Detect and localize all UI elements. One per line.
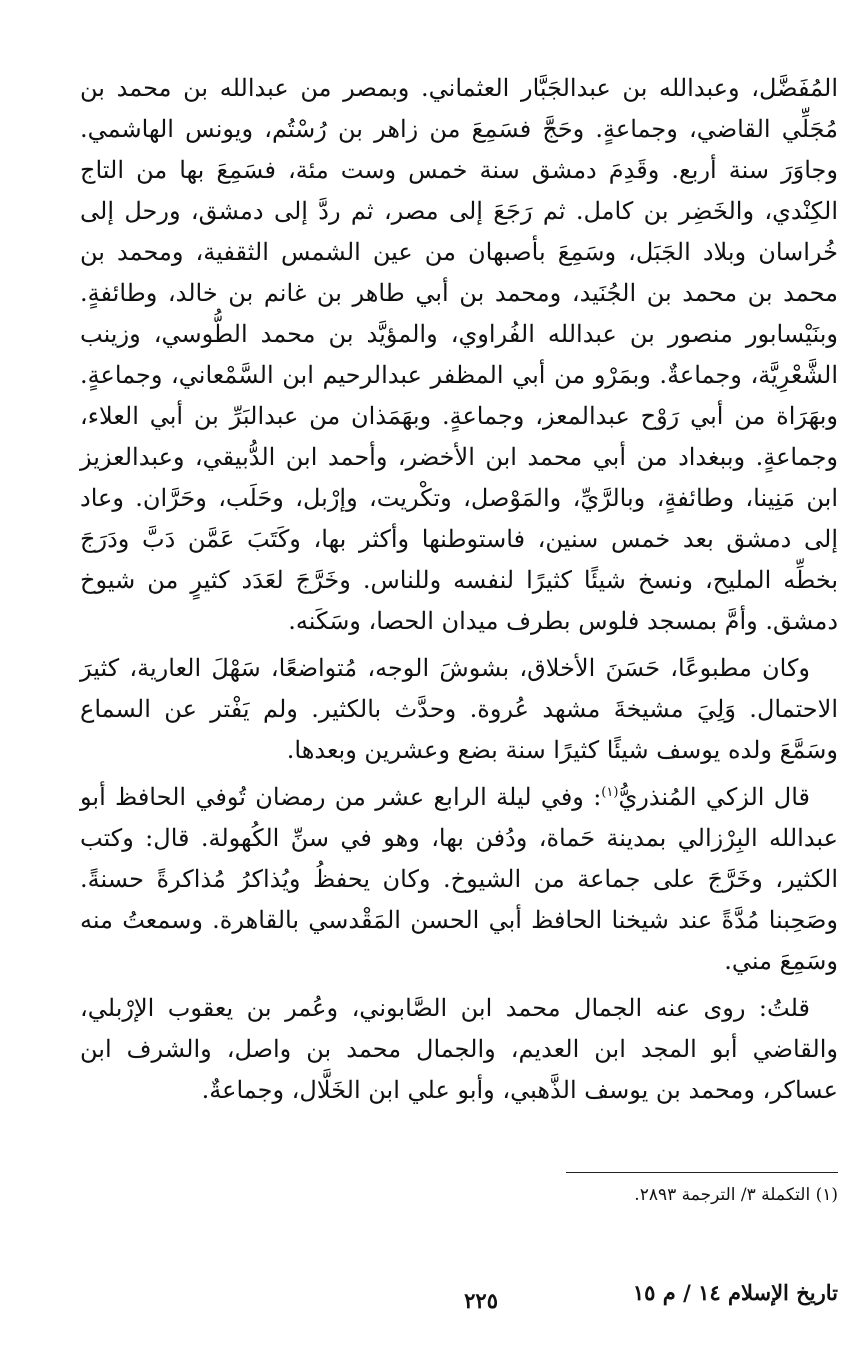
paragraph-3-body: : وفي ليلة الرابع عشر من رمضان تُوفي الحافظ أبو عبدالله البِرْزالي بمدينة حَماة، ودُفن بها، وهو في سنِّ الكُهولة. قال: وكتب الكثير، وخَرَّجَ على جماعة من الشيوخ. وكان يحفظُ ويُذاكرُ مُذاكرةً حسنةً. وصَحِبنا مُدَّةً عند شيخنا الحافظ أبي الحسن المَقْدسي بالقاهرة. وسمعتُ منه وسَمِعَ مني. bbox=[80, 783, 838, 975]
page-number: ٢٢٥ bbox=[464, 1288, 498, 1313]
page-body bbox=[80, 68, 838, 1111]
paragraph-2: وكان مطبوعًا، حَسَنَ الأخلاق، بشوشَ الوجه، مُتواضعًا، سَهْلَ العارية، كثيرَ الاحتمال. وَلِيَ مشيخةَ مشهد عُروة. وحدَّث بالكثير. ولم يَفْتر عن السماع وسَمَّعَ ولده يوسف شيئًا كثيرًا سنة بضع وعشرين وبعدها. bbox=[80, 654, 838, 764]
main-text bbox=[80, 68, 838, 1111]
paragraph-4: قلتُ: روى عنه الجمال محمد ابن الصَّابوني، وعُمر بن يعقوب الإرْبلي، والقاضي أبو المجد ابن العديم، والجمال محمد بن واصل، والشرف ابن عساكر، ومحمد بن يوسف الذَّهبي، وأبو علي ابن الخَلَّال، وجماعةٌ. bbox=[80, 994, 838, 1104]
footnote: (١) التكملة ٣/ الترجمة ٢٨٩٣. bbox=[634, 1185, 838, 1205]
paragraph-3-lead: قال الزكي المُنذريُّ bbox=[618, 783, 811, 811]
running-head: تاريخ الإسلام ١٤ / م ١٥ bbox=[632, 1280, 838, 1305]
footnote-marker[interactable]: (١) bbox=[601, 785, 619, 800]
page-footer bbox=[80, 1278, 838, 1318]
paragraph-1: المُفَضَّل، وعبدالله بن عبدالجَبَّار العثماني. وبمصر من عبدالله بن محمد بن مُجَلِّي القاضي، وجماعةٍ. وحَجَّ فسَمِعَ من زاهر بن رُسْتُم، ويونس الهاشمي. وجاوَرَ سنة أربع. وقَدِمَ دمشق سنة خمس وست مئة، فسَمِعَ بها من التاج الكِنْدي، والخَضِر بن كامل. ثم رَجَعَ إلى مصر، ثم ردَّ إلى دمشق، ورحل إلى خُراسان وبلاد الجَبَل، وسَمِعَ بأصبهان من عين الشمس الثقفية، ومحمد بن محمد بن محمد بن الجُنَيد، ومحمد بن أبي طاهر بن غانم بن خالد، وطائفةٍ. وبنَيْسابور منصور بن عبدالله الفُراوي، والمؤيَّد بن محمد الطُّوسي، وزينب الشَّعْرِيَّة، وجماعةٌ. وبمَرْو من أبي المظفر عبدالرحيم ابن السَّمْعاني، وجماعةٍ. وبهَرَاة من أبي رَوْح عبدالمعز، وجماعةٍ. وبهَمَذان من عبدالبَرِّ بن أبي العلاء، وجماعةٍ. وببغداد من أبي محمد ابن الأخضر، وأحمد ابن الدُّبيقي، وعبدالعزيز ابن مَنِينا، وطائفةٍ، وبالرَّيِّ، والمَوْصل، وتكْريت، وإرْبل، وحَلَب، وحَرَّان. وعاد إلى دمشق بعد خمس سنين، فاستوطنها وأكثر بها، وكَتَبَ عَمَّن دَبَّ ودَرَجَ بخطِّه المليح، ونسخ شيئًا كثيرًا لنفسه وللناس. وخَرَّجَ لعَدَد كثيرٍ من شيوخ دمشق. وأمَّ بمسجد فلوس بطرف ميدان الحصا، وسَكَنه. bbox=[80, 74, 838, 635]
paragraph-3 bbox=[80, 777, 838, 982]
footnote-divider bbox=[566, 1172, 838, 1173]
